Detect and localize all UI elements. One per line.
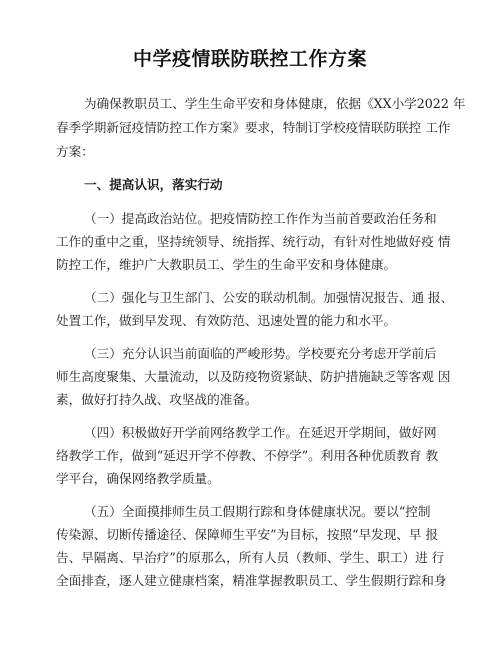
item1-line-3: 防控工作，维护广大教职员工、学生的生命平安和身体健康。 (56, 257, 397, 272)
intro-line-2: 春季学期新冠疫情防控工作方案》要求，特制订学校疫情联防联控 工作 (56, 120, 451, 135)
item4-line-1: （四）积极做好开学前网络教学工作。在延迟开学期间，做好网 (84, 425, 437, 440)
item5-line-3: 告、早隔离、早治疗”的原那么，所有人员（教师、学生、职工）进 行 (56, 550, 445, 565)
item5-line-2: 传染源、切断传播途径、保障师生平安”为目标，按照“早发现、早 报 (56, 527, 439, 542)
item5-line-1: （五）全面摸排师生员工假期行踪和身体健康状况。要以“控制 (84, 504, 431, 519)
item1-line-2: 工作的重中之重，坚持统领导、统指挥、统行动，有针对性地做好疫 情 (56, 234, 451, 249)
item3-line-3: 素，做好打持久战、攻坚战的准备。 (56, 392, 258, 407)
item4-line-2: 络教学工作，做到“延迟开学不停教、不停学”。利用各种优质教育 教 (56, 448, 439, 463)
item2-line-1: （二）强化与卫生部门、公安的联动机制。加强情况报告、通 报、 (84, 290, 454, 305)
document-title: 中学疫情联防联控工作方案 (132, 48, 367, 70)
item3-line-2: 师生高度聚集、大量流动，以及防疫物资紧缺、防护措施缺乏等客观 因 (56, 369, 451, 384)
item1-line-1: （一）提高政治站位。把疫情防控工作作为当前首要政治任务和 (84, 211, 437, 226)
intro-line-3: 方案： (56, 144, 94, 159)
intro-line-1: 为确保教职员工、学生生命平安和身体健康，依据《XX小学2022 年 (84, 96, 466, 111)
item2-line-2: 处置工作，做到早发现、有效防范、迅速处置的能力和水平。 (56, 313, 397, 328)
item5-line-4: 全面排查，逐人建立健康档案，精准掌握教职员工、学生假期行踪和身 (56, 573, 447, 588)
item4-line-3: 学平台，确保网络教学质量。 (56, 471, 220, 486)
item3-line-1: （三）充分认识当前面临的严峻形势。学校要充分考虑开学前后 (84, 346, 437, 361)
section-heading: 一、提高认识，落实行动 (84, 177, 223, 192)
